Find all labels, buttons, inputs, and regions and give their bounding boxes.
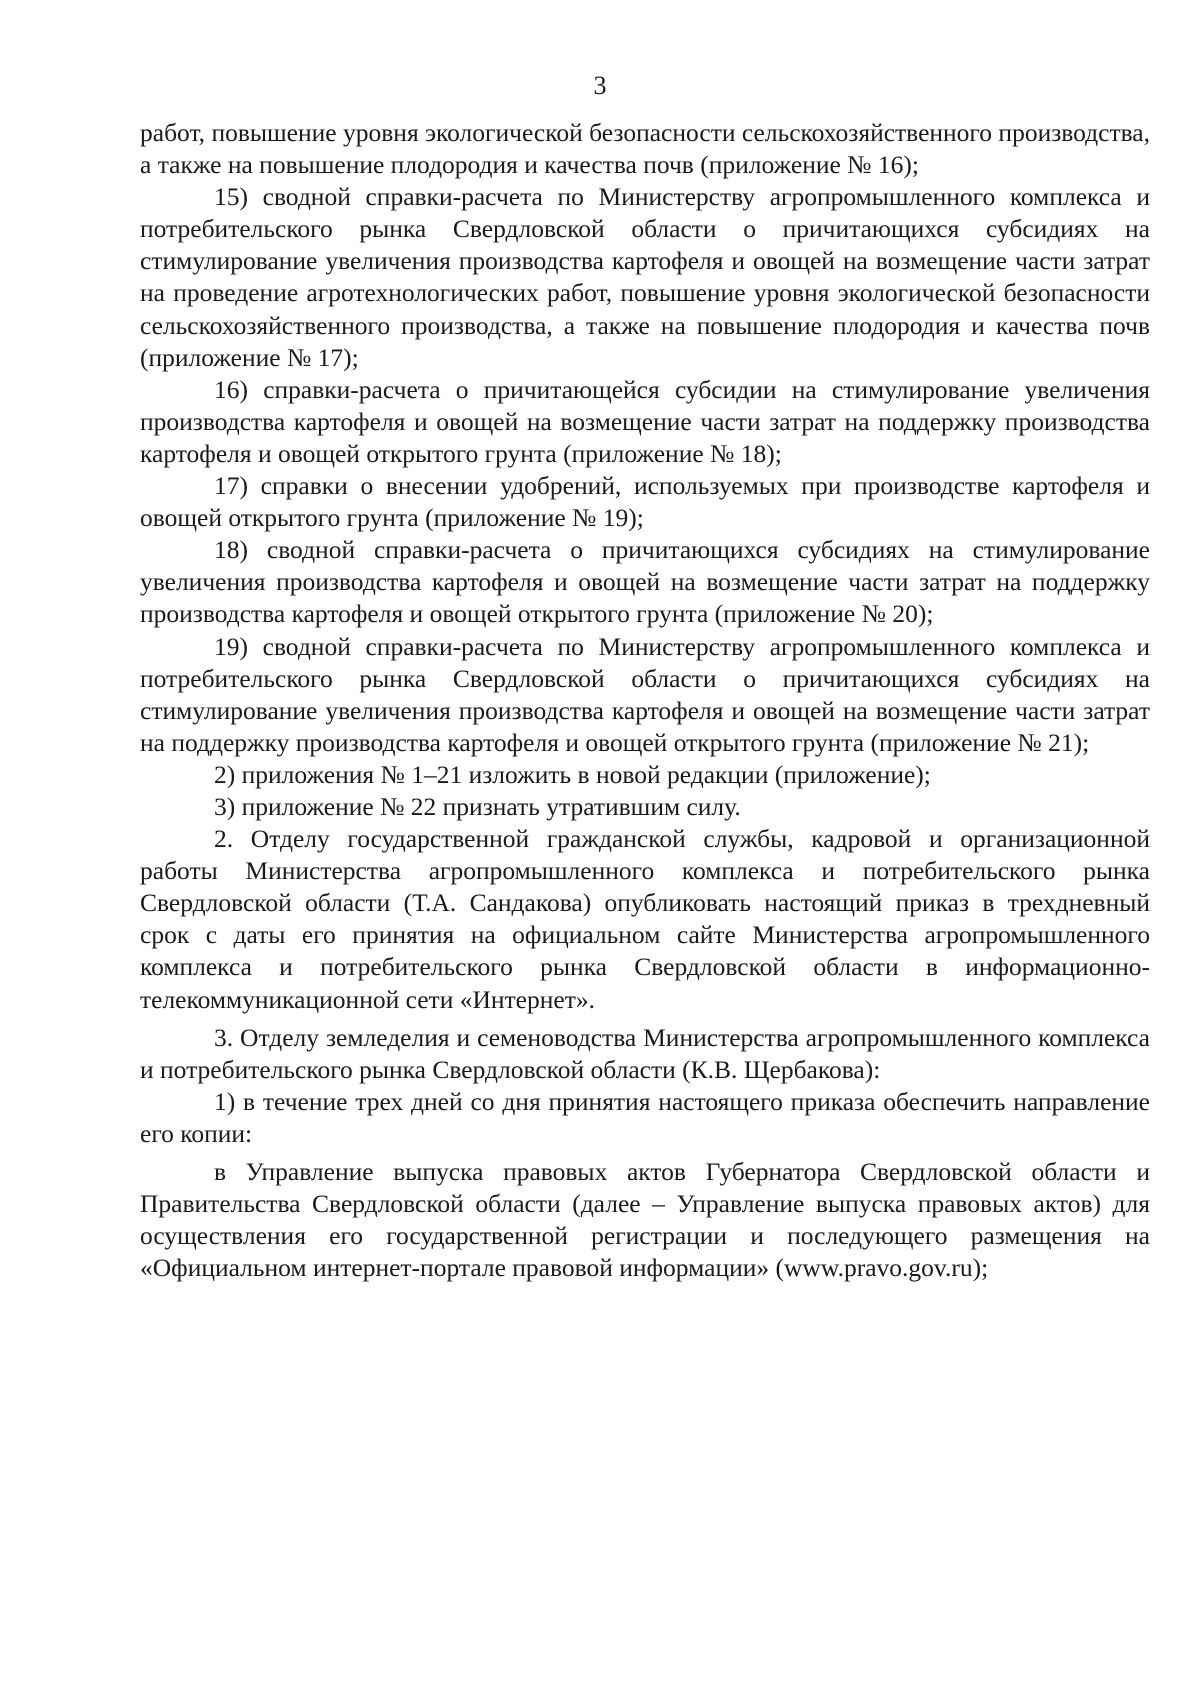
paragraph-item-19: 19) сводной справки-расчета по Министерству агропромышленного комплекса и потребительского рынка Свердловской области о причитающихся субсидиях на стимулирование увеличения производства картофеля и овощей на возмещение части затрат на поддержку производства картофеля и овощей открытого грунта (приложение № 21); <box>140 631 1150 757</box>
paragraph-item-18: 18) сводной справки-расчета о причитающихся субсидиях на стимулирование увеличения производства картофеля и овощей на возмещение части затрат на поддержку производства картофеля и овощей открытого грунта (приложение № 20); <box>140 535 1150 629</box>
paragraph-continuation: работ, повышение уровня экологической безопасности сельскохозяйственного производства, а также на повышение плодородия и качества почв (приложение № 16); <box>140 118 1150 180</box>
paragraph-section-3: 3. Отделу земледелия и семеноводства Министерства агропромышленного комплекса и потребительского рынка Свердловской области (К.В. Щербакова): <box>140 1022 1150 1084</box>
paragraph-item-17: 17) справки о внесении удобрений, используемых при производстве картофеля и овощей открытого грунта (приложение № 19); <box>140 471 1150 533</box>
paragraph-recipient: в Управление выпуска правовых актов Губернатора Свердловской области и Правительства Свердловской области (далее – Управление выпуска правовых актов) для осуществления его государственной регистрации и последующего размещения на «Официальном интернет-портале правовой информации» (www.pravo.gov.ru); <box>140 1157 1150 1283</box>
paragraph-section-3-item-1: 1) в течение трех дней со дня принятия настоящего приказа обеспечить направление его копии: <box>140 1086 1150 1148</box>
paragraph-subitem-2: 2) приложения № 1–21 изложить в новой редакции (приложение); <box>214 759 931 789</box>
document-body <box>140 117 1150 1284</box>
paragraph-section-2: 2. Отделу государственной гражданской службы, кадровой и организационной работы Министерства агропромышленного комплекса и потребительского рынка Свердловской области (Т.А. Сандакова) опубликовать настоящий приказ в трехдневный срок с даты его принятия на официальном сайте Министерства агропромышленного комплекса и потребительского рынка Свердловской области в информационно-телекоммуникационной сети «Интернет». <box>140 824 1150 1014</box>
paragraph-item-16: 16) справки-расчета о причитающейся субсидии на стимулирование увеличения производства картофеля и овощей на возмещение части затрат на поддержку производства картофеля и овощей открытого грунта (приложение № 18); <box>140 374 1150 468</box>
page-number: 3 <box>593 71 607 100</box>
paragraph-item-15: 15) сводной справки-расчета по Министерству агропромышленного комплекса и потребительского рынка Свердловской области о причитающихся субсидиях на стимулирование увеличения производства картофеля и овощей на возмещение части затрат на проведение агротехнологических работ, повышение уровня экологической безопасности сельскохозяйственного производства, а также на повышение плодородия и качества почв (приложение № 17); <box>140 182 1150 372</box>
paragraph-subitem-3: 3) приложение № 22 признать утратившим силу. <box>214 791 741 821</box>
